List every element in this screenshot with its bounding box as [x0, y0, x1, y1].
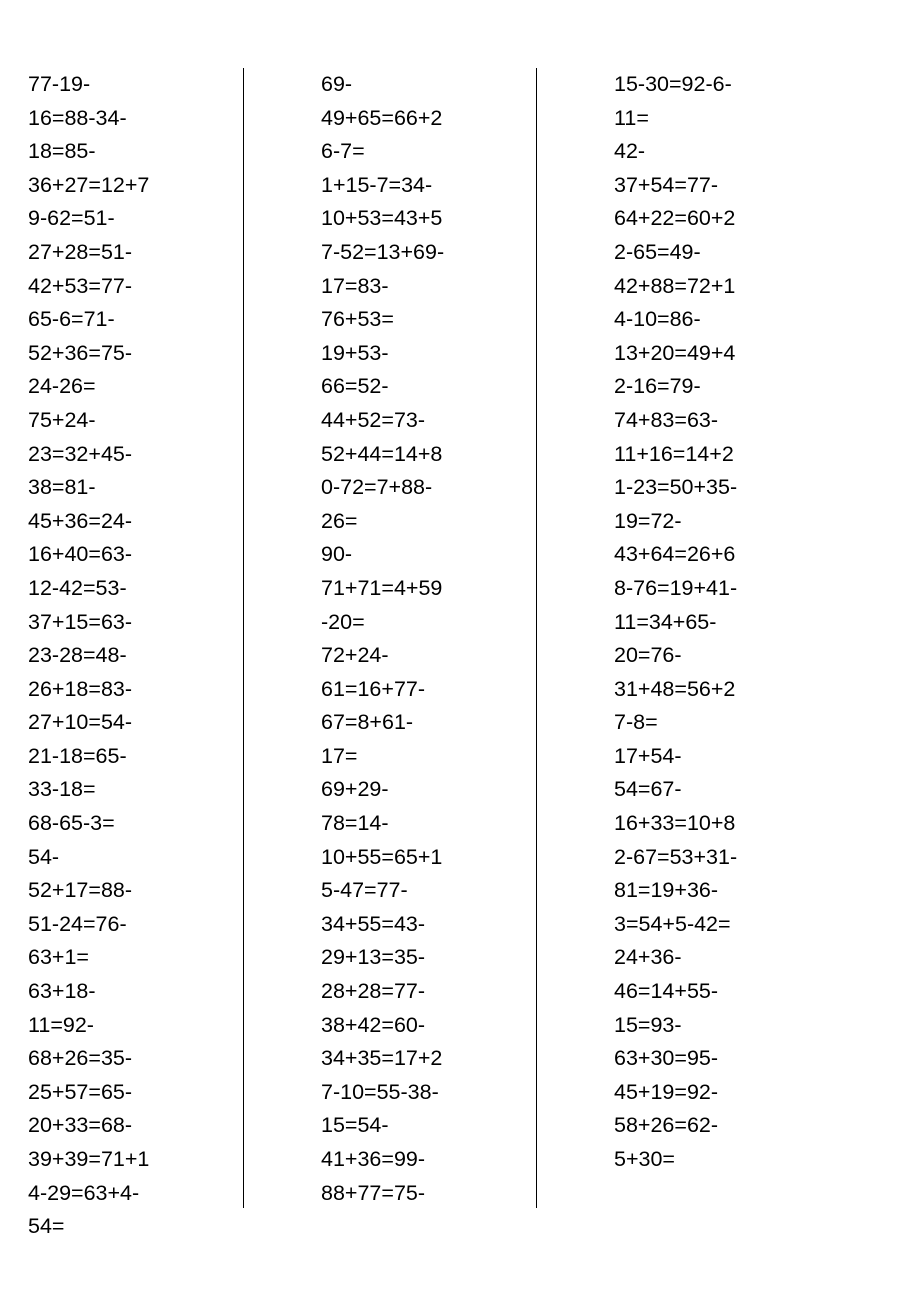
equation-line: 17=83- [321, 273, 389, 298]
equation-line: 11=34+65- [614, 609, 717, 634]
equation-line: 7-8= [614, 710, 658, 735]
column-divider-2 [536, 68, 537, 1208]
equation-line: 5+30= [614, 1147, 675, 1171]
equation-line: 38+42=60- [321, 1012, 426, 1037]
equation-line: 42+88=72+1 [614, 273, 736, 298]
equation-line: 15=54- [321, 1113, 389, 1138]
equation-line: 41+36=99- [321, 1147, 426, 1171]
equation-line: 25+57=65- [28, 1079, 133, 1104]
equation-line: 7-52=13+69- [321, 239, 445, 264]
equation-line: 34+35=17+2 [321, 1046, 443, 1071]
equation-line: 34+55=43- [321, 911, 426, 936]
equation-column-2 [321, 68, 444, 1210]
equation-line: 16+33=10+8 [614, 811, 736, 836]
equation-line: 69+29- [321, 777, 389, 802]
equation-line: 16+40=63- [28, 542, 133, 567]
equation-line: 20+33=68- [28, 1113, 133, 1138]
equation-line: 11=92- [28, 1012, 94, 1037]
equation-line: 46=14+55- [614, 979, 719, 1004]
equation-line: 3=54+5-42= [614, 911, 731, 936]
equation-line: 31+48=56+2 [614, 676, 736, 701]
equation-line: 21-18=65- [28, 743, 127, 768]
equation-line: 67=8+61- [321, 710, 414, 735]
equation-line: 8-76=19+41- [614, 575, 738, 600]
equation-line: 75+24- [28, 407, 96, 432]
equation-line: 61=16+77- [321, 676, 426, 701]
equation-line: 63+18- [28, 979, 96, 1004]
equation-line: -20= [321, 609, 365, 634]
equation-line: 37+54=77- [614, 172, 719, 197]
equation-line: 10+55=65+1 [321, 844, 443, 869]
equation-line: 18=85- [28, 139, 96, 164]
equation-line: 52+36=75- [28, 340, 133, 365]
equation-line: 43+64=26+6 [614, 542, 736, 567]
equation-line: 15=93- [614, 1012, 682, 1037]
equation-line: 52+17=88- [28, 878, 133, 903]
equation-line: 69- [321, 72, 353, 96]
equation-line: 9-62=51- [28, 206, 115, 231]
equation-line: 68-65-3= [28, 811, 115, 836]
equation-line: 19=72- [614, 508, 682, 533]
equation-line: 2-16=79- [614, 374, 701, 399]
equation-line: 45+36=24- [28, 508, 133, 533]
equation-line: 17+54- [614, 743, 682, 768]
equation-line: 38=81- [28, 475, 96, 500]
equation-line: 24-26= [28, 374, 96, 399]
equation-line: 49+65=66+2 [321, 105, 443, 130]
equation-line: 63+1= [28, 945, 89, 970]
equation-line: 51-24=76- [28, 911, 127, 936]
equation-line: 11= [614, 105, 649, 130]
equation-line: 26= [321, 508, 358, 533]
equation-line: 65-6=71- [28, 307, 115, 332]
equation-line: 12-42=53- [28, 575, 127, 600]
equation-line: 2-67=53+31- [614, 844, 738, 869]
equation-line: 27+28=51- [28, 239, 133, 264]
equation-column-1 [28, 68, 149, 1244]
equation-line: 4-10=86- [614, 307, 701, 332]
equation-line: 54- [28, 844, 60, 869]
equation-line: 90- [321, 542, 353, 567]
equation-line: 88+77=75- [321, 1180, 426, 1205]
equation-line: 0-72=7+88- [321, 475, 433, 500]
equation-line: 45+19=92- [614, 1079, 719, 1104]
equation-line: 77-19- [28, 72, 91, 96]
equation-line: 5-47=77- [321, 878, 408, 903]
equation-line: 54= [28, 1214, 65, 1239]
equation-line: 7-10=55-38- [321, 1079, 439, 1104]
equation-line: 16=88-34- [28, 105, 127, 130]
equation-line: 1-23=50+35- [614, 475, 738, 500]
equation-line: 26+18=83- [28, 676, 133, 701]
equation-line: 54=67- [614, 777, 682, 802]
equation-line: 44+52=73- [321, 407, 426, 432]
equation-line: 6-7= [321, 139, 365, 164]
equation-line: 2-65=49- [614, 239, 701, 264]
equation-line: 11+16=14+2 [614, 441, 734, 466]
column-divider-1 [243, 68, 244, 1208]
equation-line: 15-30=92-6- [614, 72, 732, 96]
equation-line: 64+22=60+2 [614, 206, 736, 231]
equation-line: 71+71=4+59 [321, 575, 443, 600]
equation-line: 42+53=77- [28, 273, 133, 298]
equation-line: 20=76- [614, 643, 682, 668]
equation-line: 39+39=71+1 [28, 1147, 150, 1171]
equation-line: 28+28=77- [321, 979, 426, 1004]
equation-line: 42- [614, 139, 646, 164]
equation-line: 4-29=63+4- [28, 1180, 140, 1205]
equation-line: 81=19+36- [614, 878, 719, 903]
equation-line: 37+15=63- [28, 609, 133, 634]
equation-line: 63+30=95- [614, 1046, 719, 1071]
equation-line: 36+27=12+7 [28, 172, 150, 197]
equation-line: 17= [321, 743, 358, 768]
equation-line: 74+83=63- [614, 407, 719, 432]
equation-line: 23-28=48- [28, 643, 127, 668]
equation-line: 19+53- [321, 340, 389, 365]
equation-line: 33-18= [28, 777, 96, 802]
equation-line: 76+53= [321, 307, 394, 332]
equation-line: 1+15-7=34- [321, 172, 433, 197]
equation-column-3 [614, 68, 737, 1177]
equation-line: 13+20=49+4 [614, 340, 736, 365]
equation-line: 68+26=35- [28, 1046, 133, 1071]
equation-line: 10+53=43+5 [321, 206, 443, 231]
equation-line: 27+10=54- [28, 710, 133, 735]
equation-line: 52+44=14+8 [321, 441, 443, 466]
equation-line: 78=14- [321, 811, 389, 836]
equation-line: 23=32+45- [28, 441, 133, 466]
equation-line: 24+36- [614, 945, 682, 970]
equation-line: 58+26=62- [614, 1113, 719, 1138]
equation-line: 72+24- [321, 643, 389, 668]
equation-line: 66=52- [321, 374, 389, 399]
equation-line: 29+13=35- [321, 945, 426, 970]
